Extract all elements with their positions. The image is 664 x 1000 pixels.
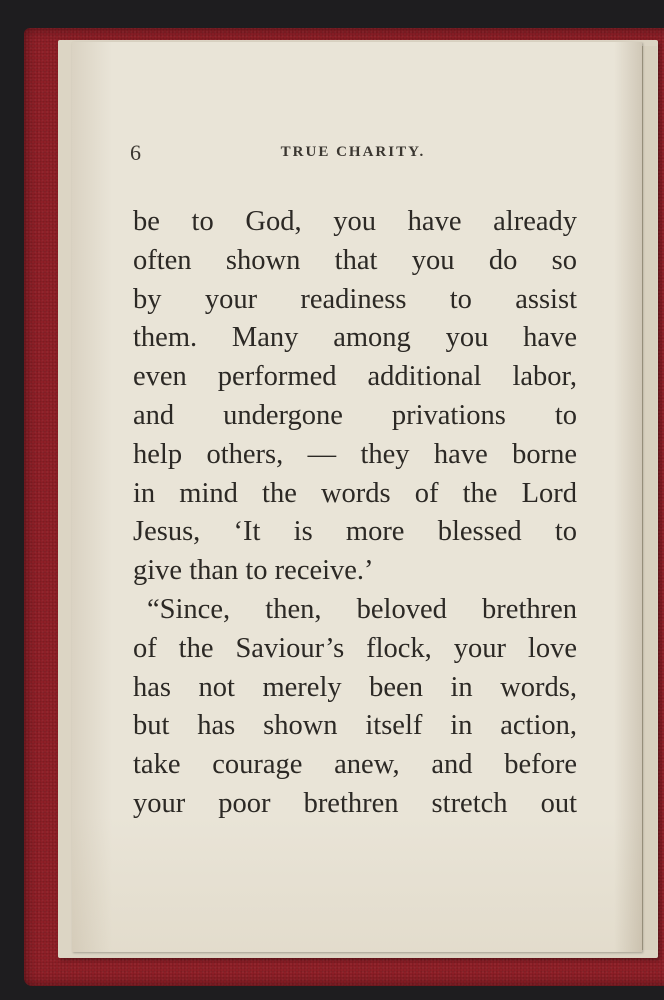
- text-line: help others, — they have borne: [133, 438, 577, 470]
- page-number: 6: [130, 140, 141, 165]
- text-line: and undergone privations to: [133, 399, 577, 431]
- text-line: them. Many among you have: [133, 322, 577, 354]
- text-line: often shown that you do so: [133, 244, 577, 276]
- text-line: has not merely been in words,: [133, 671, 577, 703]
- text-line: be to God, you have already: [133, 206, 577, 237]
- text-line: give than to receive.’: [133, 555, 374, 587]
- text-line: but has shown itself in action,: [133, 710, 577, 742]
- page-edge: [642, 46, 657, 950]
- text-line: your poor brethren stretch out: [133, 787, 577, 819]
- text-line: Jesus, ‘It is more blessed to: [133, 516, 577, 548]
- text-line: in mind the words of the Lord: [133, 477, 577, 509]
- text-line: even performed additional labor,: [133, 361, 577, 393]
- body-text: [133, 203, 577, 824]
- running-head: [130, 140, 576, 170]
- text-line: “Since, then, beloved brethren: [147, 593, 577, 625]
- text-line: take courage anew, and before: [133, 749, 577, 781]
- running-title: TRUE CHARITY.: [280, 144, 426, 160]
- text-line: by your readiness to assist: [133, 283, 577, 315]
- text-line: of the Saviour’s flock, your love: [133, 632, 577, 664]
